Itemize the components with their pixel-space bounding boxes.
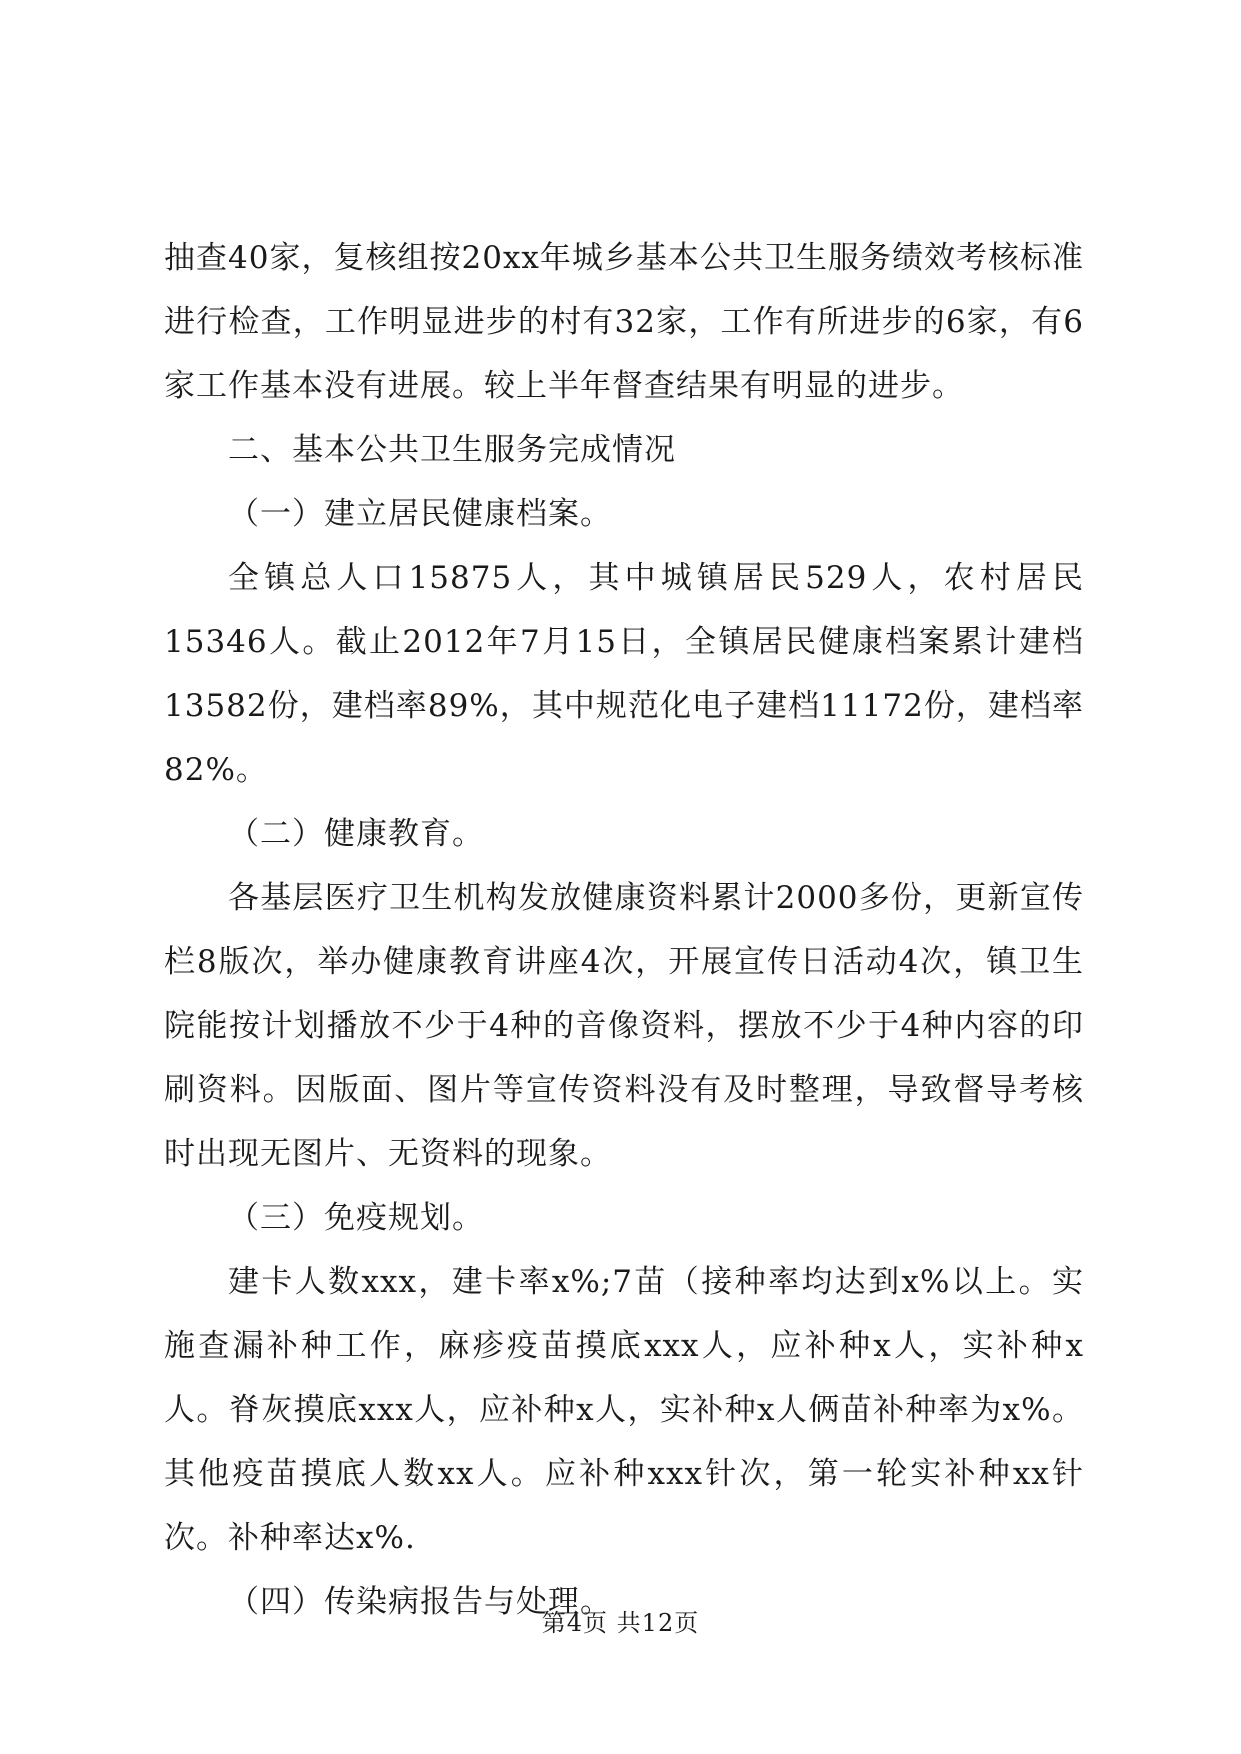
- subsection-heading-1: （一）建立居民健康档案。: [228, 496, 612, 532]
- page-footer: 第4页 共12页: [541, 1609, 700, 1637]
- paragraph-intro: 抽查40家，复核组按20xx年城乡基本公共卫生服务绩效考核标准进行检查，工作明显进步的村有32家，工作有所进步的6家，有6家工作基本没有进展。较上半年督查结果有明显的进步。: [164, 240, 1084, 404]
- paragraph-health-records: 全镇总人口15875人，其中城镇居民529人，农村居民15346人。截止2012年7月15日，全镇居民健康档案累计建档13582份，建档率89%，其中规范化电子建档11172份，建档率82%。: [164, 560, 1084, 788]
- subsection-heading-2: （二）健康教育。: [228, 816, 484, 852]
- document-body: [164, 226, 1084, 1634]
- section-heading-2: 二、基本公共卫生服务完成情况: [228, 432, 676, 468]
- paragraph-health-education: 各基层医疗卫生机构发放健康资料累计2000多份，更新宣传栏8版次，举办健康教育讲座4次，开展宣传日活动4次，镇卫生院能按计划播放不少于4种的音像资料，摆放不少于4种内容的印刷资料。因版面、图片等宣传资料没有及时整理，导致督导考核时出现无图片、无资料的现象。: [164, 880, 1084, 1172]
- subsection-heading-4: （四）传染病报告与处理。: [228, 1584, 612, 1620]
- subsection-heading-3: （三）免疫规划。: [228, 1200, 484, 1236]
- paragraph-immunization: 建卡人数xxx，建卡率x%;7苗（接种率均达到x%以上。实施查漏补种工作，麻疹疫苗摸底xxx人，应补种x人，实补种x人。脊灰摸底xxx人，应补种x人，实补种x人俩苗补种率为x%。其他疫苗摸底人数xx人。应补种xxx针次，第一轮实补种xx针次。补种率达x%.: [164, 1264, 1084, 1556]
